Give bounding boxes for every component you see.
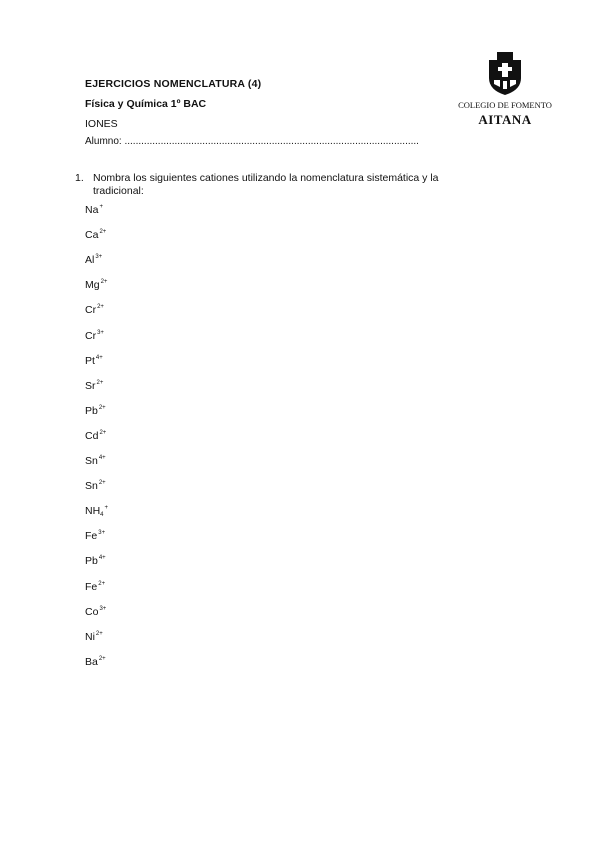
ion-symbol: Ba	[85, 655, 98, 668]
student-name-line: Alumno: ..........................................................................................................	[85, 136, 419, 147]
subject-line: Física y Química 1º BAC	[85, 98, 207, 110]
ion-symbol: Pb	[85, 404, 98, 417]
crest-icon	[485, 52, 525, 96]
ion-item	[85, 505, 108, 518]
ion-symbol: Ca	[85, 229, 99, 242]
ion-charge: 3+	[97, 329, 104, 336]
ion-symbol: Fe	[85, 530, 98, 543]
ion-item	[85, 631, 103, 643]
ion-symbol: Fe	[85, 580, 98, 593]
worksheet-title: EJERCICIOS NOMENCLATURA (4)	[85, 78, 262, 90]
ion-charge: 3+	[95, 254, 103, 261]
ion-item	[85, 254, 102, 266]
ion-subscript: 4	[100, 512, 104, 519]
ion-symbol: Ni	[85, 630, 95, 643]
ion-item	[85, 279, 107, 291]
school-name: COLEGIO DE FOMENTO	[458, 100, 552, 110]
ion-charge: +	[104, 505, 109, 512]
ion-charge: 4+	[98, 555, 106, 562]
ion-symbol: Cd	[85, 429, 99, 442]
ion-item	[85, 229, 106, 241]
ion-symbol: Pt	[85, 354, 95, 367]
ion-item	[85, 455, 106, 467]
question-number: 1.	[75, 172, 84, 184]
ion-charge: 3+	[99, 605, 107, 612]
ion-symbol: Cr	[85, 304, 97, 317]
ion-charge: 2+	[96, 379, 104, 386]
ion-charge: 2+	[99, 429, 107, 436]
ion-item	[85, 480, 106, 492]
ion-symbol: NH	[85, 505, 101, 518]
ion-item	[85, 581, 105, 593]
ion-symbol: Co	[85, 605, 99, 618]
ion-charge: 2+	[98, 580, 106, 587]
ion-symbol: Pb	[85, 555, 98, 568]
question-text: Nombra los siguientes cationes utilizando la nomenclatura sistemática y la tradicional:	[93, 172, 439, 197]
school-brand: AITANA	[478, 112, 532, 127]
ion-item	[85, 380, 103, 392]
ion-charge: 2+	[95, 630, 103, 637]
ion-symbol: Na	[85, 204, 99, 216]
ion-item	[85, 530, 105, 542]
ion-symbol: Mg	[85, 279, 100, 292]
ion-item	[85, 606, 106, 618]
ion-charge: 4+	[98, 455, 106, 461]
topic-line: IONES	[85, 118, 118, 130]
ion-charge: 2+	[99, 229, 107, 236]
ion-symbol: Cr	[85, 329, 97, 342]
ion-item	[85, 355, 103, 367]
ion-item	[85, 430, 106, 442]
ion-symbol: Sn	[85, 455, 98, 467]
ion-item	[85, 656, 106, 668]
ion-charge: +	[99, 204, 103, 210]
ion-charge: 2+	[100, 279, 108, 286]
ion-item	[85, 204, 103, 216]
ion-symbol: Sr	[85, 379, 96, 392]
school-logo	[452, 52, 562, 132]
ion-charge: 2+	[97, 304, 104, 311]
ion-charge: 3+	[98, 530, 106, 537]
ion-symbol: Al	[85, 254, 95, 267]
ion-item	[85, 405, 106, 417]
ion-charge: 4+	[95, 354, 103, 361]
ion-symbol: Sn	[85, 480, 98, 493]
ion-item	[85, 304, 104, 316]
ion-charge: 2+	[98, 404, 106, 411]
ion-item	[85, 330, 104, 342]
ion-charge: 2+	[98, 480, 106, 487]
ion-charge: 2+	[98, 655, 106, 662]
ion-item	[85, 555, 106, 567]
